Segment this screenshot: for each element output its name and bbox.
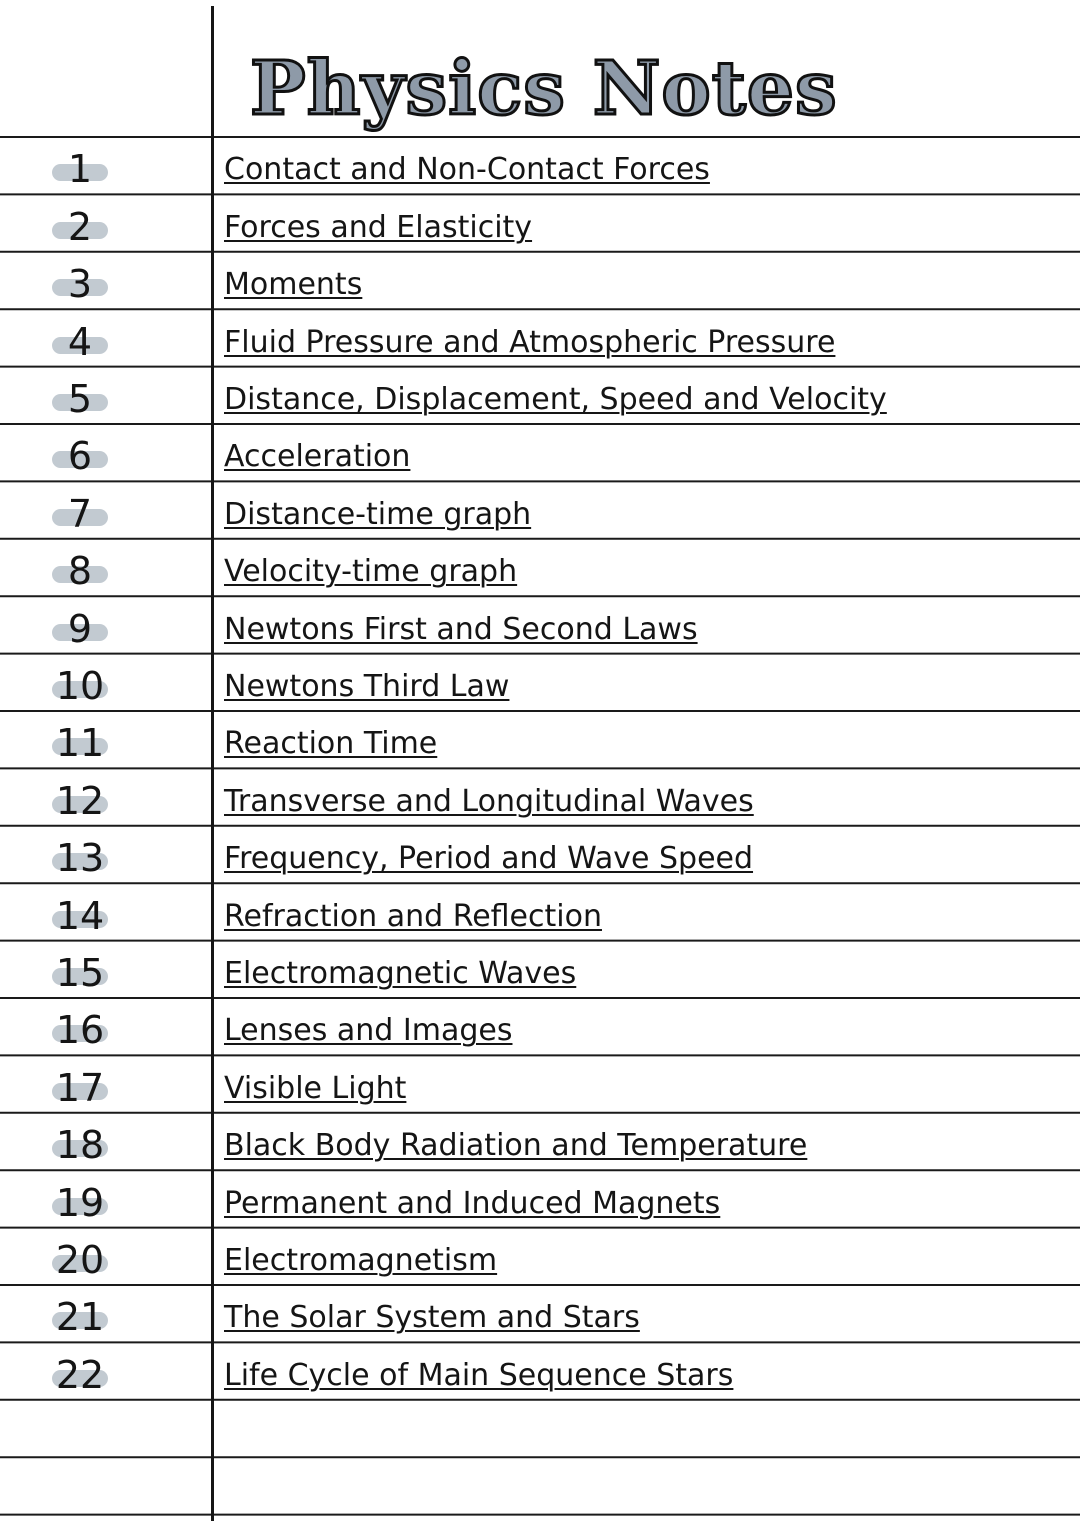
topic-number — [30, 661, 130, 709]
topic-number-text: 15 — [55, 951, 105, 995]
topic-label: Distance, Displacement, Speed and Velocity — [224, 382, 887, 417]
topic-label: Newtons Third Law — [224, 669, 510, 704]
topic-number-text: 7 — [67, 491, 93, 536]
topic-number — [30, 1063, 130, 1111]
topic-label: Forces and Elasticity — [224, 209, 533, 245]
topic-number-text: 21 — [55, 1295, 105, 1340]
topic-number — [30, 1178, 130, 1226]
topic-number — [30, 891, 130, 939]
topic-number-text: 9 — [67, 606, 93, 651]
topic-label: Visible Light — [224, 1070, 407, 1106]
topic-number-text: 1 — [67, 147, 93, 192]
topic-number — [30, 317, 130, 365]
topic-label: The Solar System and Stars — [224, 1300, 640, 1336]
topic-number-text: 4 — [67, 319, 93, 364]
topic-label: Distance-time graph — [224, 496, 532, 532]
topic-label: Electromagnetic Waves — [224, 956, 577, 991]
topic-label: Newtons First and Second Laws — [224, 611, 698, 647]
topic-number — [30, 1120, 130, 1168]
topic-number — [30, 259, 130, 307]
topic-number-text: 10 — [55, 664, 105, 708]
topic-number-text: 17 — [55, 1065, 105, 1110]
topic-number-text: 3 — [67, 262, 93, 307]
topic-number — [30, 948, 130, 996]
topic-number-text: 20 — [55, 1238, 105, 1282]
topic-number-text: 12 — [55, 778, 105, 823]
topic-label: Contact and Non-Contact Forces — [224, 152, 710, 188]
topic-label: Refraction and Reflection — [224, 898, 602, 934]
margin-line — [211, 6, 214, 1521]
topic-number-text: 18 — [55, 1123, 105, 1168]
topic-number — [30, 1235, 130, 1283]
topic-number-text: 11 — [55, 721, 105, 766]
topic-label: Moments — [224, 267, 363, 303]
topic-number — [30, 546, 130, 594]
topic-label: Frequency, Period and Wave Speed — [224, 841, 754, 877]
topic-number — [30, 776, 130, 824]
topic-number — [30, 1005, 130, 1053]
topic-number-text: 6 — [67, 434, 93, 479]
topic-number-text: 2 — [67, 204, 93, 249]
topic-label: Transverse and Longitudinal Waves — [224, 783, 754, 819]
topic-label: Life Cycle of Main Sequence Stars — [224, 1357, 734, 1393]
topic-label: Lenses and Images — [224, 1013, 513, 1049]
topic-number — [30, 833, 130, 881]
topic-number-text: 13 — [55, 836, 105, 881]
topic-label: Reaction Time — [224, 726, 438, 762]
topic-number — [30, 144, 130, 192]
topic-number — [30, 431, 130, 479]
topic-number-text: 8 — [67, 549, 93, 594]
topic-number-text: 16 — [55, 1008, 105, 1053]
topic-label: Acceleration — [224, 439, 411, 475]
topic-number — [30, 1292, 130, 1340]
page-title: Physics Notes — [250, 46, 838, 132]
topic-number — [30, 489, 130, 537]
topic-number — [30, 604, 130, 652]
topic-number — [30, 202, 130, 250]
topic-label: Black Body Radiation and Temperature — [224, 1128, 808, 1164]
topic-label: Fluid Pressure and Atmospheric Pressure — [224, 324, 836, 360]
topic-label: Electromagnetism — [224, 1243, 498, 1278]
topic-number — [30, 718, 130, 766]
topic-label: Permanent and Induced Magnets — [224, 1185, 721, 1221]
topic-number-text: 14 — [55, 893, 105, 938]
topic-number-text: 5 — [67, 377, 93, 421]
topic-number-text: 19 — [55, 1180, 105, 1225]
topic-number — [30, 374, 130, 422]
topic-number-text: 22 — [55, 1352, 105, 1397]
topic-number — [30, 1350, 130, 1398]
topic-label: Velocity-time graph — [224, 554, 518, 590]
